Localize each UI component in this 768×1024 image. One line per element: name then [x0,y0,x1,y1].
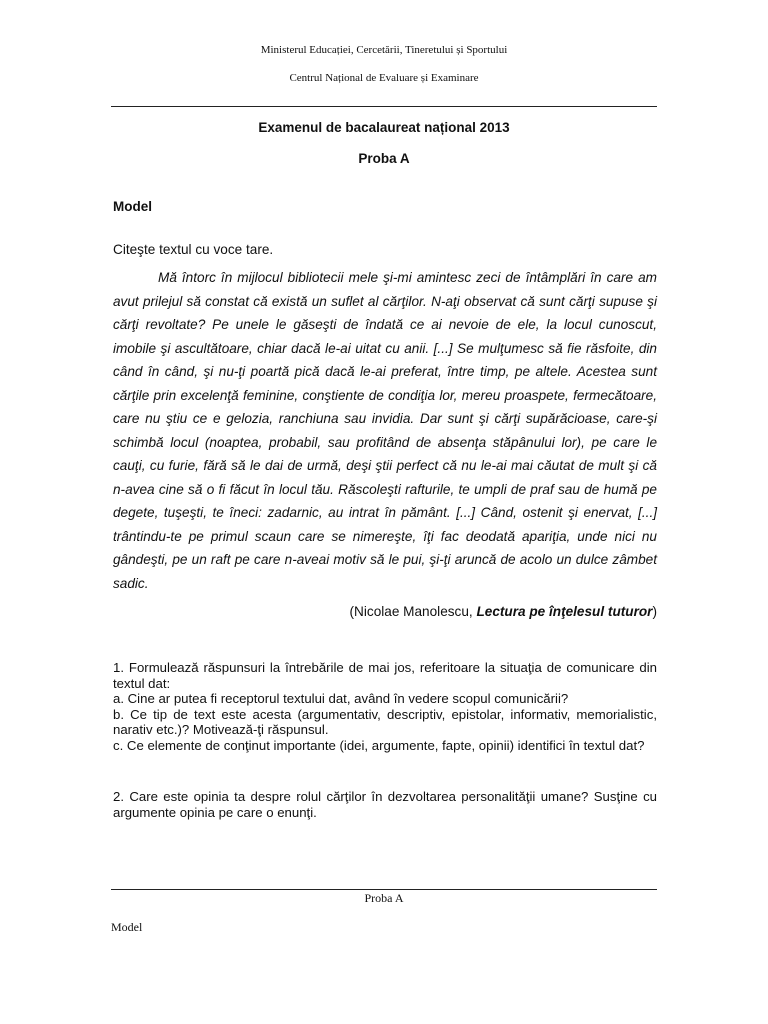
exam-title: Examenul de bacalaureat național 2013 [258,120,510,135]
question-2: 2. Care este opinia ta despre rolul cărţilor în dezvoltarea personalităţii umane? Susţine cu argumente opinia pe care o enunţi. [113,789,657,820]
section-label: Model [113,199,152,214]
center-header: Centrul Național de Evaluare și Examinare [289,72,479,84]
footer-proba: Proba A [364,891,404,905]
footer-divider [111,889,657,890]
passage-source [113,602,657,622]
question-1c: c. Ce elemente de conţinut importante (idei, argumente, fapte, opinii) identifici în textul dat? [113,737,645,753]
source-author: (Nicolae Manolescu, [349,604,477,619]
question-block-2 [113,789,657,820]
footer-model: Model [111,920,143,934]
question-1a: a. Cine ar putea fi receptorul textului dat, având în vedere scopul comunicării? [113,691,569,707]
ministry-header: Ministerul Educației, Cercetării, Tineretului și Sportului [260,44,508,56]
proba-title: Proba A [358,151,410,166]
source-close: ) [652,604,657,619]
header-divider [111,106,657,107]
question-block-1 [113,660,657,754]
question-1b: b. Ce tip de text este acesta (argumentativ, descriptiv, epistolar, informativ, memorialistic, narativ etc.)? Motivează-ţi răspunsul. [113,706,657,738]
source-work-title: Lectura pe înţelesul tuturor [476,604,653,619]
reading-instruction: Citeşte textul cu voce tare. [113,242,274,257]
reading-passage [113,266,657,595]
passage-text: Mă întorc în mijlocul bibliotecii mele şi-mi amintesc zeci de întâmplări în care am avut prilejul să constat că există un suflet al cărţilor. N-aţi observat că sunt cărţi supuse şi cărţi revoltate? Pe unele le găseşti de îndată ce ai nevoie de ele, la locul cunoscut, imobile şi ascultătoare, chiar dacă le-ai uitat cu anii. [...] Se mulţumesc să fie răsfoite, din când în când, şi nu-ţi poartă pică dacă le-ai preferat, între timp, pe altele. Acestea sunt cărţile prin excelenţă feminine, conştiente de condiţia lor, mereu proaspete, fermecătoare, care nu ştiu ce e gelozia, ranchiuna sau invidia. Dar sunt şi cărţi supărăcioase, care-şi schimbă locul (noaptea, probabil, sau profitând de absenţa stăpânului lor), pe care le cauţi, cu furie, fără să le dai de urmă, deşi ştii perfect că nu le-ai mai căutat de mult şi că n-avea cine să o fi făcut în locul tău. Răscoleşti rafturile, te umpli de praf sau de humă pe degete, tuşeşti, te îneci: zadarnic, au intrat în pământ. [...] Când, ostenit şi enervat, [...] trântindu-te pe primul scaun care se nimereşte, îţi fac deodată apariţia, unde nici nu gândeşti, pe un raft pe care n-aveai motiv să le pui, şi-ţi aruncă de acolo un dulce zâmbet sadic. [113,270,657,591]
question-1: 1. Formulează răspunsuri la întrebările de mai jos, referitoare la situaţia de comunicare din textul dat: [113,660,657,691]
